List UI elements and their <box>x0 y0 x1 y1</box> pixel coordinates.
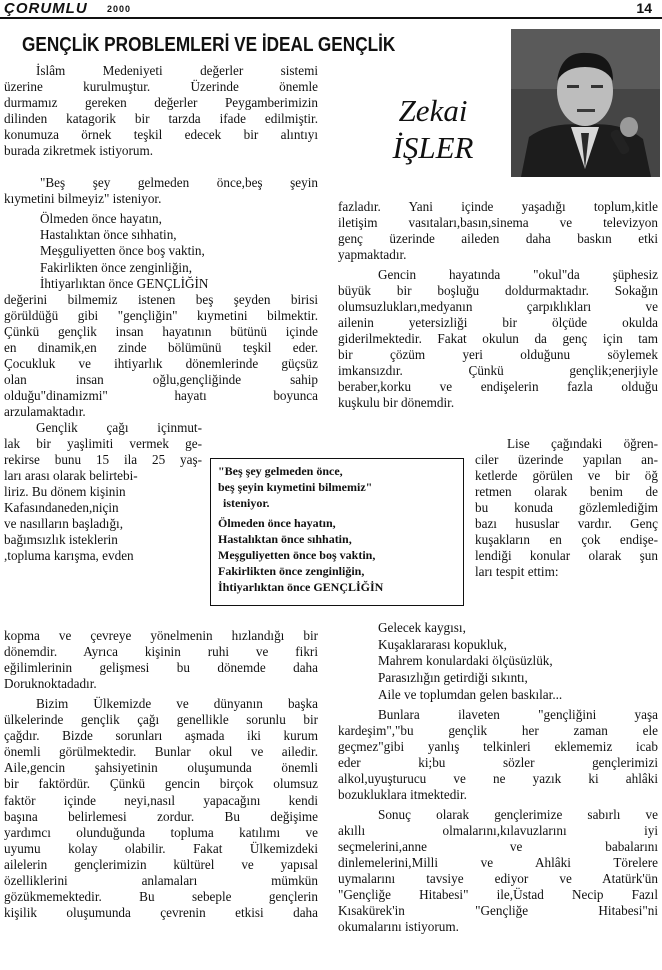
body-line: Çocukluk ve ihtiyarlık dönemlerinde güçsüz <box>4 356 318 371</box>
body-line: kopma ve çevreye yönelmenin hızlandığı bir <box>4 628 318 643</box>
pull-quote-line: Fakirlikten önce zenginliğin, <box>218 564 365 578</box>
page-header <box>0 0 662 20</box>
body-line: Kısakürek'in "Gençliğe Hitabesi"ni <box>338 903 658 918</box>
body-line: ciler üzerinde yapılan an- <box>475 452 658 467</box>
pull-quote-line: "Beş şey gelmeden önce, <box>218 464 343 478</box>
body-line: özelliklerini anlamaları mümkün <box>4 873 318 888</box>
author-byline <box>378 92 488 166</box>
body-line: bazı hususlar vardır. Genç <box>475 516 658 531</box>
body-line: konumuza örnek teşkil edecek bir alıntıyı <box>4 127 318 142</box>
pull-quote-line: isteniyor. <box>223 496 270 510</box>
body-line: alkol,uyuşturucu ve ne yazık ki ahlâki <box>338 771 658 786</box>
concern-list-item: Aile ve toplumdan gelen baskılar... <box>378 687 563 702</box>
body-line: değerini bilmemiz istenen beş şeyden birisi <box>4 292 318 307</box>
body-line: olan insan oğlu,gençliğinde sahip <box>4 372 318 387</box>
body-line: durmamız gereken değerler Peygamberimizin <box>4 95 318 110</box>
body-line: büyük bir boşluğu doldurmaktadır. Sokağın <box>338 283 658 298</box>
body-line: geçmez"gibi yanlış telkinleri eklememiz icab <box>338 739 658 754</box>
body-line: ailenin yetersizliği bir ölçüde okulda <box>338 315 658 330</box>
body-line: kuşakların en çok endişe- <box>475 532 658 547</box>
body-line: beraber,korku ve endişelerin fazla olduğu <box>338 379 658 394</box>
body-line: başına belirlemesi zordur. Bu değişime <box>4 809 318 824</box>
body-line: Lise çağındaki öğren- <box>507 436 658 451</box>
body-line: bu konuda gözlemlediğim <box>475 500 658 515</box>
body-line: bozukluklara itmektedir. <box>338 787 467 802</box>
concern-list-item: Kuşaklararası kopukluk, <box>378 637 507 652</box>
article-headline: GENÇLİK PROBLEMLERİ VE İDEAL GENÇLİK <box>22 34 396 56</box>
body-line: bir faktördür. Çünkü gencin birçok olumsuz <box>4 776 318 791</box>
body-line: uymalarını tavsiye ediyor ve Atatürk'ün <box>338 871 658 886</box>
pull-quote-line: Meşguliyetten önce boş vaktin, <box>218 548 376 562</box>
body-line: rekirse bunu 15 ila 25 yaş- <box>4 452 202 467</box>
body-line: İslâm Medeniyeti değerler sistemi <box>36 63 318 78</box>
body-line: lak bir yaşlimiti vermek ge- <box>4 436 202 451</box>
body-line: Sonuç olarak gençlerimize sabırlı ve <box>378 807 658 822</box>
body-line: Bunlara ilaveten "gençliğini yaşa <box>378 707 658 722</box>
body-line: seçmelerini,anne ve babalarını <box>338 839 658 854</box>
issue-year: 2000 <box>107 4 132 14</box>
body-line: fazladır. Yani içinde yaşadığı toplum,kitle <box>338 199 658 214</box>
body-line: dinlemelerini,Milli ve Ahlâki Törelere <box>338 855 658 870</box>
body-line: imkansızdır. Çünkü gençlik;enerjiyle <box>338 363 658 378</box>
author-last-name: İŞLER <box>392 130 474 165</box>
newspaper-logo: ÇORUMLU <box>4 0 88 17</box>
body-line: yardımcı olunduğunda topluma katılımı ve <box>4 825 318 840</box>
body-line: liriz. Bu dönem kişinin <box>4 484 126 499</box>
body-line: ülkelerinde gençlik çağı genellikle sorunlu bir <box>4 712 318 727</box>
pull-quote-line: Ölmeden önce hayatın, <box>218 516 336 530</box>
body-line: iletişim vasıtaları,basın,sinema ve televizyon <box>338 215 658 230</box>
pull-quote-line: beş şeyin kıymetini bilmemiz" <box>218 480 373 494</box>
body-line: "Beş şey gelmeden önce,beş şeyin <box>40 175 318 190</box>
body-line: retmen olarak benim de <box>475 484 658 499</box>
page-number: 14 <box>636 0 652 16</box>
body-line: eğilimlerinin gelişmesi bu dönemde daha <box>4 660 318 675</box>
pull-quote-line: İhtiyarlıktan önce GENÇLİĞİN <box>218 580 384 594</box>
body-line: görüldüğü gibi "gençliğin" kıymetini bilmektir. <box>4 308 318 323</box>
body-line: Aile,gencin şahsiyetinin oluşumunda önemli <box>4 760 318 775</box>
body-line: faktör içinde neyi,nasıl yapacağını kendi <box>4 793 318 808</box>
author-first-name: Zekai <box>398 93 468 128</box>
body-line: bağımsızlık isteklerin <box>4 532 118 547</box>
body-line: burada zikretmek istiyorum. <box>4 143 154 158</box>
body-line: Gençlik çağı içinmut- <box>36 420 202 435</box>
body-line: lendiği konular olarak şun <box>475 548 658 563</box>
body-line: okumalarını istiyorum. <box>338 919 459 934</box>
body-line: Çünkü gençlik insan hayatının bütünü içinde <box>4 324 318 339</box>
body-line: genç üzerinde aileden daha baskın etki <box>338 231 658 246</box>
body-line: giderilmektedir. Fakat okulun da genç için tam <box>338 331 658 346</box>
body-line: Gencin hayatında "okul"da şüphesiz <box>378 267 658 282</box>
hadith-line: Fakirlikten önce zenginliğin, <box>40 260 192 275</box>
body-line: olduğu"dinamizmi" hayatı boyunca <box>4 388 318 403</box>
body-line: gözükmemektedir. Bu sebeple gençlerin <box>4 889 318 904</box>
header-rule <box>0 17 662 19</box>
body-line: dilinden katagorik bir tarzda ifade edilmiştir. <box>4 111 318 126</box>
body-line: en dinamik,en zinde bölümünü teşkil eder. <box>4 340 318 355</box>
body-line: çağdır. Bizde sorunları aşmada iki kurum <box>4 728 318 743</box>
body-line: Bizim Ülkemizde ve dünyanın başka <box>36 696 318 711</box>
hadith-line: Meşguliyetten önce boş vaktin, <box>40 243 205 258</box>
author-photo <box>511 29 660 177</box>
pull-quote-line: Hastalıktan önce sıhhatin, <box>218 532 352 546</box>
body-line: ailelerin gençlerimizin kültürel ve yapısal <box>4 857 318 872</box>
author-portrait-image <box>511 29 660 177</box>
concern-list-item: Parasızlığın getirdiği sıkıntı, <box>378 670 528 685</box>
body-line: Kafasındaneden,niçin <box>4 500 119 515</box>
body-line: kişilik oluşumunda çevrenin etkisi daha <box>4 905 318 920</box>
body-line: kuşkulu bir dönemdir. <box>338 395 455 410</box>
body-line: ketlerde görülen ve bir öğ <box>475 468 658 483</box>
body-line: kıymetini bilmeyiz" isteniyor. <box>4 191 162 206</box>
body-line: Doruknoktadadır. <box>4 676 97 691</box>
body-line: eder ki;bu sözler gençlerimizi <box>338 755 658 770</box>
body-line: "Gençliğe Hitabesi" ile,Üstad Necip Fazıl <box>338 887 658 902</box>
body-line: ve nasılların başladığı, <box>4 516 124 531</box>
body-line: uyumu kolay olabilir. Fakat Ülkemizdeki <box>4 841 318 856</box>
concern-list-item: Mahrem konulardaki ölçüsüzlük, <box>378 653 553 668</box>
body-line: ,topluma karışma, evden <box>4 548 134 563</box>
pull-quote-box <box>210 458 464 606</box>
body-line: kardeşim","bu gençlik her zaman ele <box>338 723 658 738</box>
body-line: ları tespit ettim: <box>475 564 559 579</box>
body-line: önemli görülmektedir. Bunlar okul ve ailedir. <box>4 744 318 759</box>
hadith-line: Ölmeden önce hayatın, <box>40 211 162 226</box>
hadith-line: Hastalıktan önce sıhhatin, <box>40 227 177 242</box>
body-line: yapmaktadır. <box>338 247 407 262</box>
concern-list-item: Gelecek kaygısı, <box>378 620 466 635</box>
body-line: bir çözüm yeri olduğunu söylemek <box>338 347 658 362</box>
body-line: arzulamaktadır. <box>4 404 86 419</box>
body-line: üzerine kurulmuştur. Üzerinde önemle <box>4 79 318 94</box>
body-line: ları arası olarak belirtebi- <box>4 468 138 483</box>
hadith-line: İhtiyarlıktan önce GENÇLİĞİN <box>40 276 209 291</box>
body-line: olumsuzlukları,medyanın çarpıklıkları ve <box>338 299 658 314</box>
body-line: akıllı olmalarını,kılavuzlarını iyi <box>338 823 658 838</box>
body-line: dönemdir. Ayrıca kişinin ruhi ve fikri <box>4 644 318 659</box>
